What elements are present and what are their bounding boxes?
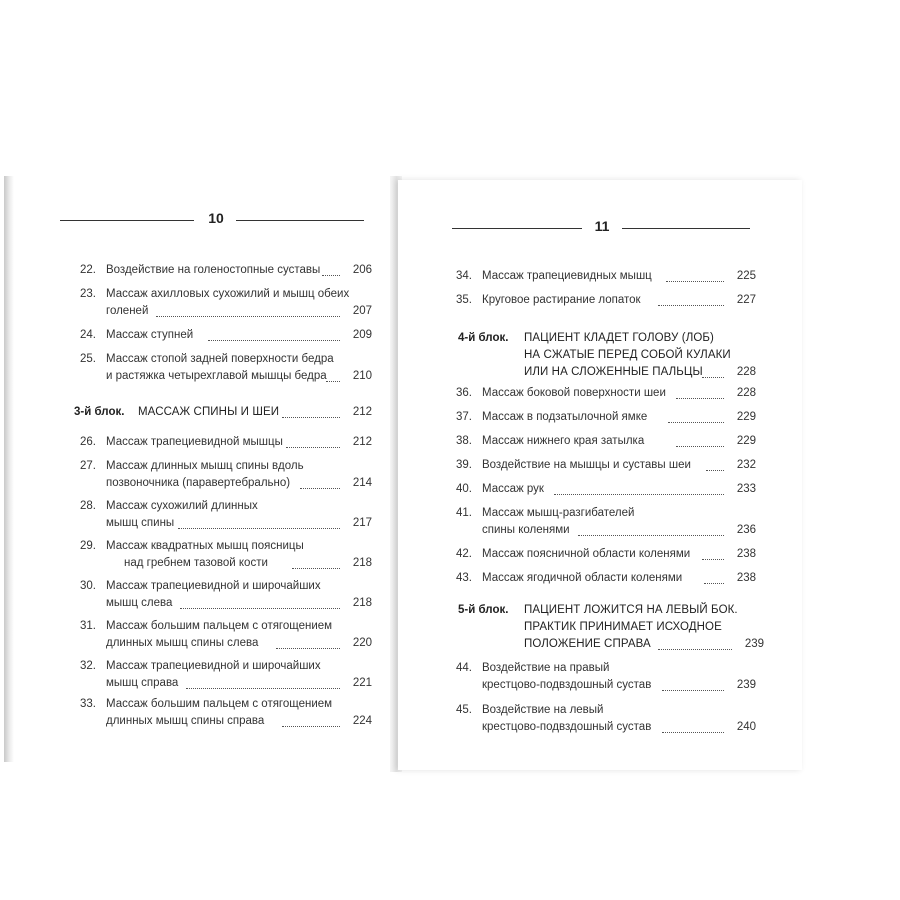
dot-leader <box>676 398 724 399</box>
dot-leader <box>282 417 340 418</box>
entry-page: 233 <box>736 483 756 495</box>
entry-page: 209 <box>352 329 372 341</box>
entry-title-cont: длинных мышц спины слева <box>106 637 259 649</box>
entry-title-cont: спины коленями <box>482 524 570 536</box>
toc-entry[interactable] <box>74 458 380 492</box>
header-rule-right <box>236 220 364 221</box>
toc-entry[interactable] <box>450 481 790 498</box>
toc-entry[interactable] <box>450 457 790 474</box>
entry-title: Массаж рук <box>482 483 544 495</box>
entry-page: 217 <box>352 517 372 529</box>
block-title-cont: ПРАКТИК ПРИНИМАЕТ ИСХОДНОЕ <box>524 621 722 633</box>
entry-title-cont: мышц слева <box>106 597 173 609</box>
block-title-cont: ИЛИ НА СЛОЖЕННЫЕ ПАЛЬЦЫ <box>524 366 703 378</box>
toc-entry[interactable] <box>450 505 790 539</box>
entry-title: Массаж трапециевидной и широчайших <box>106 580 321 592</box>
entry-number: 24. <box>80 329 96 341</box>
entry-number: 34. <box>456 270 472 282</box>
entry-title: Массаж ягодичной области коленями <box>482 572 683 584</box>
entry-title-cont: мышц спины <box>106 517 175 529</box>
entry-number: 42. <box>456 548 472 560</box>
toc-entry[interactable] <box>74 578 380 612</box>
entry-title: Массаж трапециевидной и широчайших <box>106 660 321 672</box>
entry-title: Массаж сухожилий длинных <box>106 500 258 512</box>
dot-leader <box>554 494 724 495</box>
entry-number: 26. <box>80 436 96 448</box>
header-rule-left <box>452 228 582 229</box>
toc-entry[interactable] <box>74 658 380 692</box>
entry-number: 31. <box>80 620 96 632</box>
entry-title: Массаж поясничной области коленями <box>482 548 691 560</box>
toc-entry[interactable] <box>74 434 380 451</box>
entry-page: 238 <box>736 572 756 584</box>
block-label: 5-й блок. <box>458 604 509 616</box>
entry-page: 240 <box>736 721 756 733</box>
entry-title-cont: голеней <box>106 305 149 317</box>
entry-page: 225 <box>736 270 756 282</box>
entry-page: 238 <box>736 548 756 560</box>
entry-number: 45. <box>456 704 472 716</box>
entry-number: 22. <box>80 264 96 276</box>
entry-number: 36. <box>456 387 472 399</box>
entry-page: 206 <box>352 264 372 276</box>
entry-title: Массаж большим пальцем с отягощением <box>106 620 333 632</box>
block-title: МАССАЖ СПИНЫ И ШЕИ <box>138 406 280 418</box>
dot-leader <box>666 281 724 282</box>
entry-number: 43. <box>456 572 472 584</box>
entry-title: Массаж стопой задней поверхности бедра <box>106 353 334 365</box>
block-title-cont: НА СЖАТЫЕ ПЕРЕД СОБОЙ КУЛАКИ <box>524 349 731 361</box>
entry-number: 40. <box>456 483 472 495</box>
entry-number: 33. <box>80 698 96 710</box>
entry-title: Массаж длинных мышц спины вдоль <box>106 460 304 472</box>
dot-leader <box>658 649 732 650</box>
entry-number: 41. <box>456 507 472 519</box>
entry-page: 214 <box>352 477 372 489</box>
block-title: ПАЦИЕНТ КЛАДЕТ ГОЛОВУ (ЛОБ) <box>524 332 714 344</box>
block-page: 239 <box>744 638 764 650</box>
toc-entry[interactable] <box>74 618 380 652</box>
toc-block-heading[interactable] <box>458 330 790 381</box>
dot-leader <box>668 422 724 423</box>
entry-title: Массаж ступней <box>106 329 194 341</box>
dot-leader-wrap <box>74 404 380 421</box>
entry-number: 25. <box>80 353 96 365</box>
toc-entry[interactable] <box>74 262 380 279</box>
block-label: 4-й блок. <box>458 332 509 344</box>
entry-page: 212 <box>352 436 372 448</box>
entry-title-cont: крестцово-подвздошный сустав <box>482 679 652 691</box>
entry-title-cont: крестцово-подвздошный сустав <box>482 721 652 733</box>
toc-entry[interactable] <box>74 351 380 385</box>
entry-title: Массаж квадратных мышц поясницы <box>106 540 304 552</box>
entry-number: 35. <box>456 294 472 306</box>
entry-page: 220 <box>352 637 372 649</box>
entry-page: 229 <box>736 435 756 447</box>
toc-entry[interactable] <box>450 433 790 450</box>
dot-leader <box>662 732 724 733</box>
toc-entry[interactable] <box>450 409 790 426</box>
left-page-header <box>14 210 390 232</box>
dot-leader-wrap <box>458 330 790 381</box>
toc-entry[interactable] <box>74 327 380 344</box>
toc-entry[interactable] <box>74 538 380 572</box>
dot-leader <box>326 381 340 382</box>
dot-leader <box>208 340 340 341</box>
entry-title: Воздействие на левый <box>482 704 604 716</box>
toc-block-heading[interactable] <box>74 404 380 421</box>
dot-leader <box>704 583 724 584</box>
entry-title: Воздействие на мышцы и суставы шеи <box>482 459 691 471</box>
entry-page: 227 <box>736 294 756 306</box>
dot-leader <box>676 446 724 447</box>
toc-entry[interactable] <box>450 268 790 285</box>
left-page <box>14 176 390 762</box>
dot-leader <box>578 535 724 536</box>
entry-title-cont: позвоночника (паравертебрально) <box>106 477 291 489</box>
entry-page: 236 <box>736 524 756 536</box>
entry-title: Массаж трапециевидных мышц <box>482 270 652 282</box>
entry-title: Массаж боковой поверхности шеи <box>482 387 666 399</box>
entry-number: 39. <box>456 459 472 471</box>
dot-leader <box>276 648 340 649</box>
entry-title-cont: и растяжка четырехглавой мышцы бедра <box>106 370 327 382</box>
dot-leader <box>702 377 724 378</box>
entry-page: 210 <box>352 370 372 382</box>
entry-page: 207 <box>352 305 372 317</box>
entry-number: 23. <box>80 288 96 300</box>
header-rule-left <box>60 220 194 221</box>
dot-leader <box>292 568 340 569</box>
dot-leader <box>662 690 724 691</box>
entry-title-cont: мышц справа <box>106 677 179 689</box>
header-rule-right <box>622 228 750 229</box>
right-page <box>398 180 802 770</box>
entry-number: 32. <box>80 660 96 672</box>
entry-page: 239 <box>736 679 756 691</box>
block-title-cont: ПОЛОЖЕНИЕ СПРАВА <box>524 638 651 650</box>
dot-leader <box>658 305 724 306</box>
toc-entry[interactable] <box>74 498 380 532</box>
entry-title: Круговое растирание лопаток <box>482 294 641 306</box>
entry-title: Воздействие на голеностопные суставы <box>106 264 321 276</box>
dot-leader <box>180 608 340 609</box>
entry-title-cont: над гребнем тазовой кости <box>124 557 268 569</box>
dot-leader-wrap <box>458 602 790 653</box>
entry-title: Массаж ахилловых сухожилий и мышц обеих <box>106 288 350 300</box>
page-number: 11 <box>594 218 610 234</box>
toc-entry[interactable] <box>450 702 790 736</box>
entry-page: 229 <box>736 411 756 423</box>
entry-page: 224 <box>352 715 372 727</box>
entry-title: Массаж мышц-разгибателей <box>482 507 635 519</box>
entry-title: Массаж трапециевидной мышцы <box>106 436 283 448</box>
entry-number: 44. <box>456 662 472 674</box>
dot-leader <box>186 688 340 689</box>
page-number: 10 <box>208 210 224 226</box>
toc-entry[interactable] <box>450 570 790 587</box>
entry-number: 27. <box>80 460 96 472</box>
entry-page: 232 <box>736 459 756 471</box>
toc-entry[interactable] <box>74 696 380 730</box>
entry-page: 228 <box>736 387 756 399</box>
block-page: 228 <box>736 366 756 378</box>
entry-page: 221 <box>352 677 372 689</box>
toc-entry[interactable] <box>450 546 790 563</box>
entry-title: Массаж большим пальцем с отягощением <box>106 698 333 710</box>
dot-leader <box>322 275 340 276</box>
dot-leader <box>178 528 340 529</box>
scan-edge <box>4 176 14 762</box>
entry-title: Массаж в подзатылочной ямке <box>482 411 648 423</box>
entry-number: 30. <box>80 580 96 592</box>
dot-leader <box>706 470 724 471</box>
toc-entry[interactable] <box>450 292 790 309</box>
entry-number: 28. <box>80 500 96 512</box>
entry-number: 38. <box>456 435 472 447</box>
entry-number: 29. <box>80 540 96 552</box>
dot-leader <box>702 559 724 560</box>
toc-entry[interactable] <box>450 660 790 694</box>
toc-entry[interactable] <box>450 385 790 402</box>
dot-leader <box>156 316 340 317</box>
block-title: ПАЦИЕНТ ЛОЖИТСЯ НА ЛЕВЫЙ БОК. <box>524 604 738 616</box>
right-page-header <box>398 218 802 240</box>
entry-title-cont: длинных мышц спины справа <box>106 715 265 727</box>
dot-leader <box>282 726 340 727</box>
dot-leader <box>286 447 340 448</box>
toc-block-heading[interactable] <box>458 602 790 653</box>
entry-title: Воздействие на правый <box>482 662 610 674</box>
entry-title: Массаж нижнего края затылка <box>482 435 645 447</box>
block-label: 3-й блок. <box>74 406 125 418</box>
toc-entry[interactable] <box>74 286 380 320</box>
entry-page: 218 <box>352 597 372 609</box>
entry-number: 37. <box>456 411 472 423</box>
dot-leader <box>300 488 340 489</box>
block-page: 212 <box>352 406 372 418</box>
entry-page: 218 <box>352 557 372 569</box>
